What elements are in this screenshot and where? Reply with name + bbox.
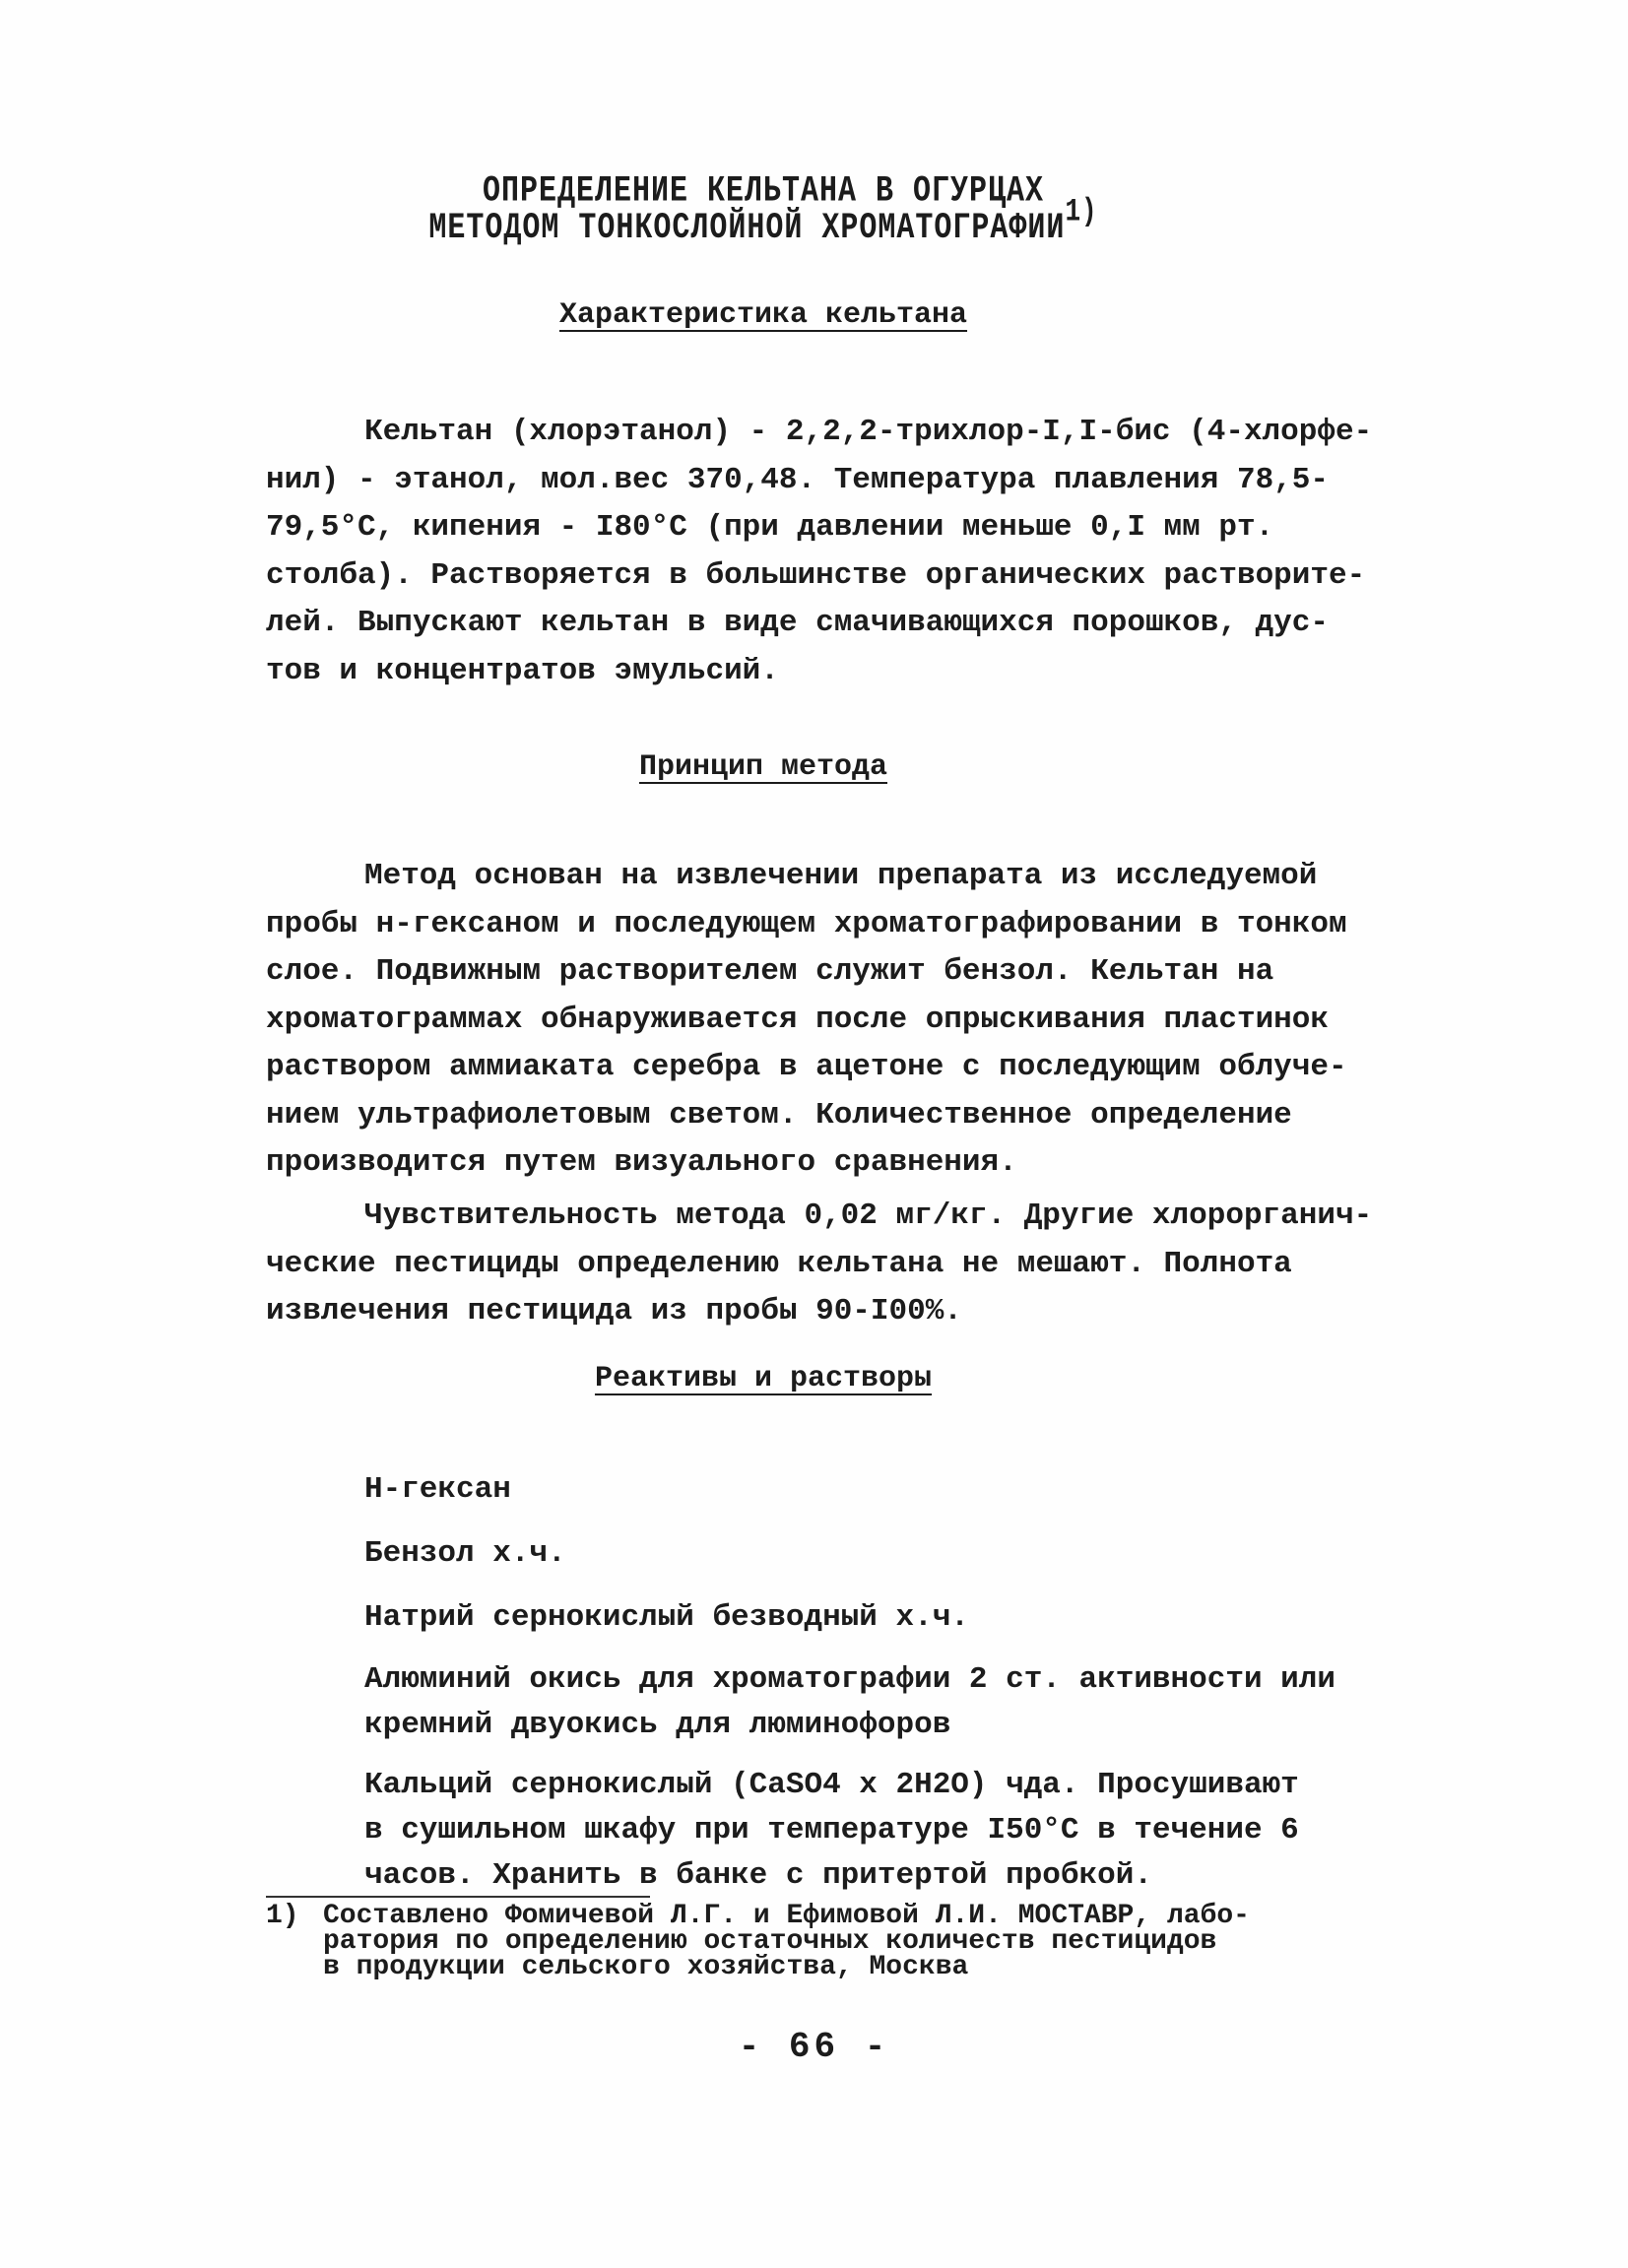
title-line-2: МЕТОДОМ ТОНКОСЛОЙНОЙ ХРОМАТОГРАФИИ: [428, 208, 1066, 250]
reagent-item: [364, 1657, 1399, 1748]
text-line: часов. Хранить в банке с притертой пробкой.: [364, 1858, 1152, 1893]
text-line: Кельтан (хлорэтанол) - 2,2,2-трихлор-I,I-бис (4-хлорфе-: [364, 415, 1373, 449]
section-heading-characteristics: Характеристика кельтана: [558, 298, 968, 332]
footnote-line: ратория по определению остаточных количеств пестицидов: [323, 1926, 1217, 1957]
text-line: слое. Подвижным растворителем служит бензол. Кельтан на: [266, 954, 1274, 989]
reagent-item: [364, 1531, 1399, 1577]
text-line: лей. Выпускают кельтан в виде смачивающихся порошков, дус-: [266, 606, 1329, 640]
text-line: тов и концентратов эмульсий.: [266, 653, 779, 688]
document-title: [295, 170, 1231, 250]
text-line: извлечения пестицида из пробы 90-I00%.: [266, 1294, 962, 1328]
text-line: Чувствительность метода 0,02 мг/кг. Другие хлорорганич-: [364, 1199, 1373, 1233]
title-footnote-ref: 1): [1065, 193, 1098, 230]
text-line: Кальций сернокислый (CaSO4 x 2H2O) чда. Просушивают: [364, 1768, 1299, 1802]
footnote-line: в продукции сельского хозяйства, Москва: [323, 1952, 969, 1982]
paragraph-sensitivity: [266, 1193, 1408, 1336]
text-line: пробы н-гексаном и последующем хроматографировании в тонком: [266, 906, 1347, 941]
text-line: в сушильном шкафу при температуре I50°C в течение 6: [364, 1813, 1299, 1847]
text-line: Метод основан на извлечении препарата из исследуемой: [364, 859, 1318, 893]
text-line: хроматограммах обнаруживается после опрыскивания пластинок: [266, 1002, 1329, 1037]
text-line: производится путем визуального сравнения.: [266, 1145, 1017, 1180]
text-line: Бензол х.ч.: [364, 1536, 566, 1571]
text-line: ческие пестициды определению кельтана не мешают. Полнота: [266, 1246, 1292, 1281]
text-line: нием ультрафиолетовым светом. Количественное определение: [266, 1097, 1292, 1133]
text-line: кремний двуокись для люминофоров: [364, 1708, 951, 1742]
page-number: - 66 -: [738, 2027, 890, 2067]
paragraph-method-principle: [266, 853, 1408, 1188]
footnote: [266, 1901, 1408, 1982]
title-line-1: ОПРЕДЕЛЕНИЕ КЕЛЬТАНА В ОГУРЦАХ: [482, 170, 1045, 213]
text-line: Натрий сернокислый безводный х.ч.: [364, 1600, 969, 1635]
footnote-line: Составлено Фомичевой Л.Г. и Ефимовой Л.И. МОСТАВР, лабо-: [323, 1901, 1250, 1931]
text-line: нил) - этанол, мол.вес 370,48. Температура плавления 78,5-: [266, 462, 1329, 497]
text-line: 79,5°C, кипения - I80°C (при давлении меньше 0,I мм рт.: [266, 510, 1274, 545]
text-line: столба). Растворяется в большинстве органических растворите-: [266, 557, 1366, 593]
reagent-item: [364, 1763, 1399, 1899]
footnote-separator: [266, 1896, 650, 1898]
text-line: раствором аммиаката серебра в ацетоне с последующим облуче-: [266, 1050, 1347, 1084]
section-heading-reagents: Реактивы и растворы: [594, 1362, 933, 1395]
text-line: Н-гексан: [364, 1472, 511, 1507]
text-line: Алюминий окись для хроматографии 2 ст. активности или: [364, 1662, 1335, 1697]
reagent-item: [364, 1595, 1399, 1641]
section-heading-method-principle: Принцип метода: [638, 750, 888, 784]
footnote-mark: 1): [266, 1901, 299, 1931]
paragraph-characteristics: [266, 409, 1408, 695]
reagent-item: [364, 1467, 1399, 1513]
